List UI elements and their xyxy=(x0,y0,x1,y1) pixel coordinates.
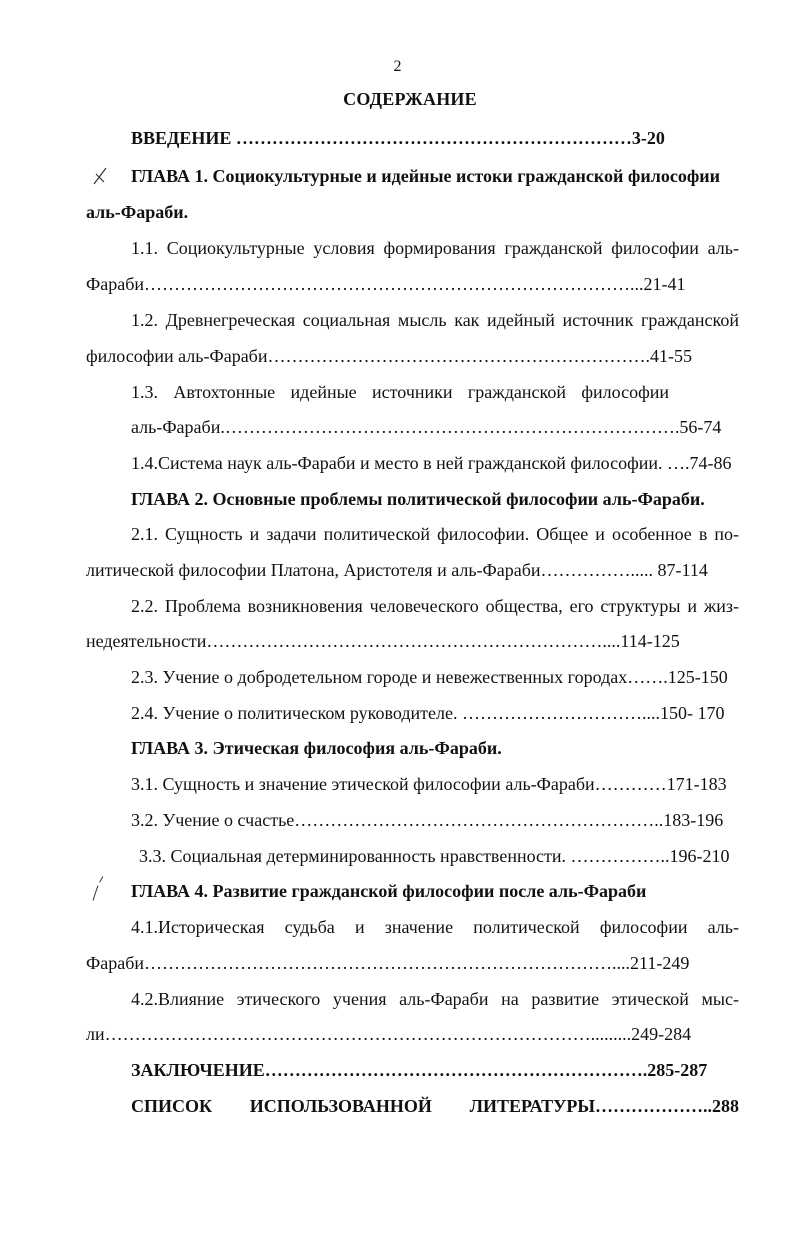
toc-chapter-4-heading: ГЛАВА 4. Развитие гражданской философии после аль-Фараби xyxy=(131,881,647,901)
toc-section-3-3: 3.3. Социальная детерминированность нравственности. ……………..196-210 xyxy=(139,846,730,866)
toc-section-3-2: 3.2. Учение о счастье……………………………………………………..183-196 xyxy=(131,810,724,830)
toc-section-1-4: 1.4.Система наук аль-Фараби и место в ней гражданской философии. ….74-86 xyxy=(131,453,732,473)
toc-section-2-3: 2.3. Учение о добродетельном городе и невежественных городах…….125-150 xyxy=(131,667,728,687)
toc-section-1-3-cont: аль-Фараби.………………………………………………………………….56-74 xyxy=(131,417,722,437)
toc-chapter-2-heading: ГЛАВА 2. Основные проблемы политической философии аль-Фараби. xyxy=(131,489,705,509)
toc-section-2-4: 2.4. Учение о политическом руководителе. …………………………....150- 170 xyxy=(131,703,725,723)
toc-section-2-1: 2.1. Сущность и задачи политической философии. Общее и особенное в по- xyxy=(131,524,739,544)
toc-section-4-1: 4.1.Историческая судьба и значение политической философии аль- xyxy=(131,917,739,937)
toc-chapter-3-heading: ГЛАВА 3. Этическая философия аль-Фараби. xyxy=(131,738,502,758)
toc-section-1-2: 1.2. Древнегреческая социальная мысль как идейный источник гражданской xyxy=(131,310,739,330)
toc-section-1-3: 1.3. Автохтонные идейные источники гражданской философии xyxy=(131,382,669,402)
toc-section-1-2-cont: философии аль-Фараби……………………………………………………….41-55 xyxy=(86,346,692,366)
toc-section-4-2: 4.2.Влияние этического учения аль-Фараби на развитие этической мыс- xyxy=(131,989,739,1009)
toc-section-1-1: 1.1. Социокультурные условия формирования гражданской философии аль- xyxy=(131,238,739,258)
toc-references: СПИСОК ИСПОЛЬЗОВАННОЙ ЛИТЕРАТУРЫ………………..288 xyxy=(131,1096,739,1116)
pen-mark-icon xyxy=(88,874,108,904)
toc-intro: ВВЕДЕНИЕ …………………………………………………………3-20 xyxy=(131,128,665,148)
toc-section-2-2: 2.2. Проблема возникновения человеческого общества, его структуры и жиз- xyxy=(131,596,739,616)
toc-section-2-1-cont: литической философии Платона, Аристотеля и аль-Фараби……………..... 87-114 xyxy=(86,560,708,580)
toc-chapter-1-heading: ГЛАВА 1. Социокультурные и идейные истоки гражданской философии xyxy=(131,166,721,186)
toc-title: СОДЕРЖАНИЕ xyxy=(343,89,477,109)
page-number: 2 xyxy=(393,58,402,75)
toc-section-4-1-cont: Фараби……………………………………………………………………....211-249 xyxy=(86,953,690,973)
toc-chapter-1-heading-cont: аль-Фараби. xyxy=(86,202,189,222)
toc-section-1-1-cont: Фараби………………………………………………………………………...21-41 xyxy=(86,274,686,294)
toc-section-2-2-cont: недеятельности…………………………………………………………....114-125 xyxy=(86,631,680,651)
toc-conclusion: ЗАКЛЮЧЕНИЕ……………………………………………………….285-287 xyxy=(131,1060,708,1080)
toc-section-3-1: 3.1. Сущность и значение этической философии аль-Фараби…………171-183 xyxy=(131,774,727,794)
pen-mark-icon xyxy=(92,162,112,192)
toc-section-4-2-cont: ли……………………………………………………………………….........249-284 xyxy=(86,1024,692,1044)
